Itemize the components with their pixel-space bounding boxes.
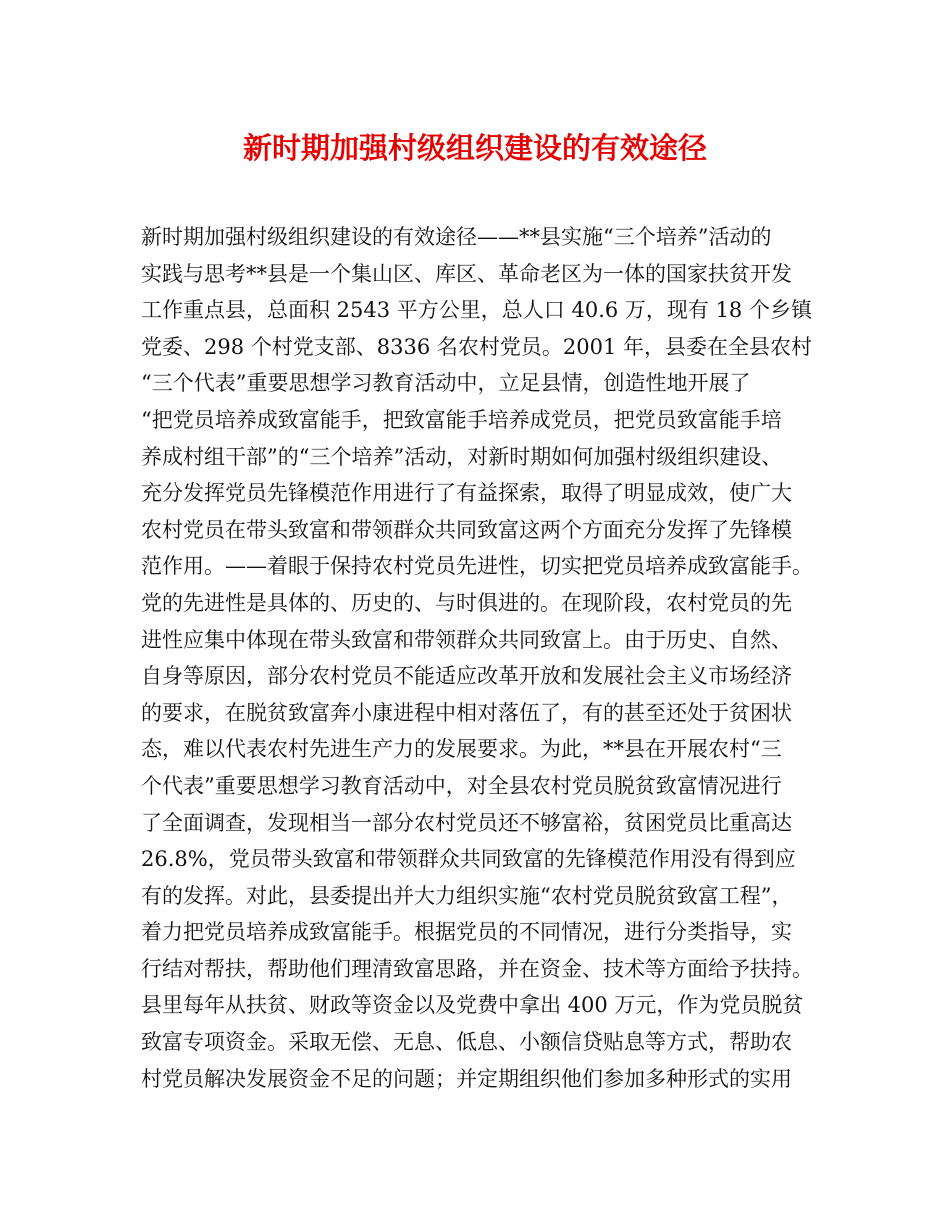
body-line: 实践与思考**县是一个集山区、库区、革命老区为一体的国家扶贫开发 — [141, 261, 792, 286]
body-line: 充分发挥党员先锋模范作用进行了有益探索，取得了明显成效，使广大 — [141, 481, 792, 506]
body-line: 行结对帮扶，帮助他们理清致富思路，并在资金、技术等方面给予扶持。 — [141, 956, 813, 981]
body-line: 党委、298 个村党支部、8336 名农村党员。2001 年，县委在全县农村 — [141, 334, 812, 359]
document-body — [141, 219, 811, 1097]
body-line: 26.8%，党员带头致富和带领群众共同致富的先锋模范作用没有得到应 — [141, 847, 796, 872]
body-line: 农村党员在带头致富和带领群众共同致富这两个方面充分发挥了先锋模 — [141, 517, 792, 542]
body-line: “三个代表”重要思想学习教育活动中，立足县情，创造性地开展了 — [141, 371, 751, 396]
body-line: 了全面调查，发现相当一部分农村党员还不够富裕，贫困党员比重高达 — [141, 810, 792, 835]
document-title: 新时期加强村级组织建设的有效途径 — [242, 131, 707, 165]
body-line: 态，难以代表农村先进生产力的发展要求。为此，**县在开展农村“三 — [141, 737, 782, 762]
body-line: 自身等原因，部分农村党员不能适应改革开放和发展社会主义市场经济 — [141, 664, 792, 689]
body-line: 党的先进性是具体的、历史的、与时俱进的。在现阶段，农村党员的先 — [141, 590, 792, 615]
body-line: 工作重点县，总面积 2543 平方公里，总人口 40.6 万，现有 18 个乡镇 — [141, 298, 812, 323]
body-line: 有的发挥。对此，县委提出并大力组织实施“农村党员脱贫致富工程”， — [141, 883, 793, 908]
body-line: “把党员培养成致富能手，把致富能手培养成党员，把党员致富能手培 — [141, 407, 782, 432]
body-line: 进性应集中体现在带头致富和带领群众共同致富上。由于历史、自然、 — [141, 627, 792, 652]
body-line: 着力把党员培养成致富能手。根据党员的不同情况，进行分类指导，实 — [141, 920, 792, 945]
body-line: 新时期加强村级组织建设的有效途径——**县实施“三个培养”活动的 — [141, 225, 772, 249]
body-line: 养成村组干部”的“三个培养”活动，对新时期如何加强村级组织建设、 — [141, 444, 783, 469]
body-line: 村党员解决发展资金不足的问题；并定期组织他们参加多种形式的实用 — [141, 1066, 792, 1091]
body-line: 个代表”重要思想学习教育活动中，对全县农村党员脱贫致富情况进行 — [141, 773, 782, 798]
body-line: 致富专项资金。采取无偿、无息、低息、小额信贷贴息等方式，帮助农 — [141, 1030, 792, 1055]
body-line: 县里每年从扶贫、财政等资金以及党费中拿出 400 万元，作为党员脱贫 — [141, 993, 804, 1018]
body-line: 的要求，在脱贫致富奔小康进程中相对落伍了，有的甚至还处于贫困状 — [141, 700, 792, 725]
body-line: 范作用。——着眼于保持农村党员先进性，切实把党员培养成致富能手。 — [141, 554, 813, 579]
